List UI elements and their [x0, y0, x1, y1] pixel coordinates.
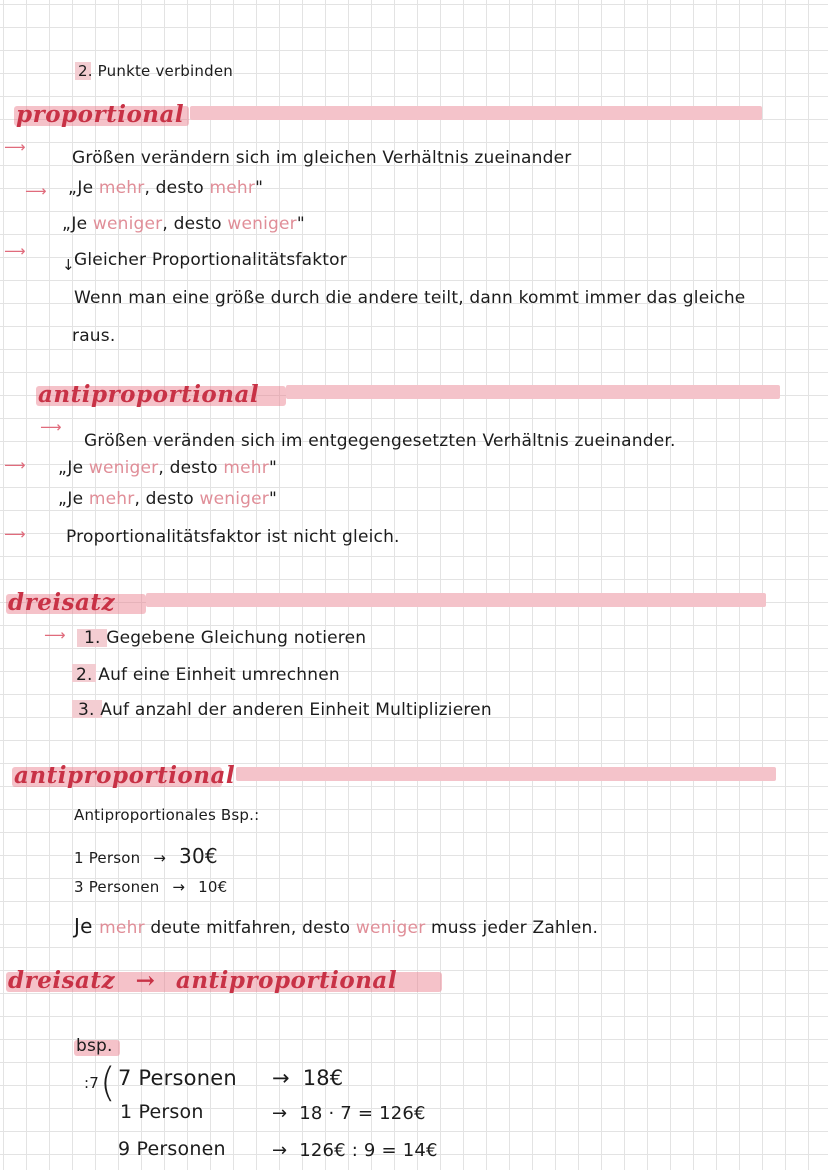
text-highlight: mehr: [223, 458, 269, 478]
section-heading-dreisatz-anti: [8, 969, 397, 992]
text-plain: Je: [74, 914, 100, 938]
text-highlight: mehr: [98, 178, 145, 198]
example-sentence: [74, 916, 598, 937]
dreisatz-row-result: [272, 1105, 426, 1123]
example-row: [74, 880, 227, 895]
text-plain: ": [255, 178, 264, 198]
arrow-icon: →: [272, 1103, 288, 1124]
heading-left: dreisatz: [8, 967, 116, 994]
arrow-icon: →: [272, 1066, 290, 1090]
highlight-bar: [286, 385, 780, 399]
example-row: [74, 846, 218, 866]
section-heading-proportional: proportional: [16, 101, 185, 128]
divisor-label: :7: [84, 1074, 99, 1092]
arrow-icon: ⟶: [40, 418, 62, 436]
arrow-icon: →: [272, 1140, 288, 1161]
text-plain: „Je: [58, 489, 89, 509]
text-plain: , desto: [134, 489, 200, 509]
step-number: 1.: [84, 628, 101, 648]
arrow-icon: →: [153, 849, 167, 867]
dreisatz-row-result: [272, 1068, 343, 1089]
text-highlight: mehr: [209, 178, 256, 198]
arrow-icon: →: [172, 878, 186, 896]
dreisatz-row: [118, 1140, 226, 1159]
text-plain: „Je: [68, 178, 99, 198]
text-highlight: mehr: [88, 489, 135, 509]
step-number: 2.: [76, 665, 93, 685]
arrow-icon: ⟶: [4, 242, 26, 260]
arrow-icon: ⟶: [4, 525, 26, 543]
highlight-bar: [236, 767, 776, 781]
text-line: [58, 491, 277, 508]
text-line: Proportionalitätsfaktor ist nicht gleich.: [66, 527, 400, 547]
text-plain: , desto: [144, 178, 210, 198]
text-line: Größen verändern sich im gleichen Verhältnis zueinander: [72, 148, 572, 168]
example-left: 3 Personen: [74, 878, 160, 896]
section-heading-dreisatz: dreisatz: [8, 589, 116, 616]
arrow-icon: ⟶: [44, 626, 66, 644]
heading-right: antiproportional: [175, 967, 398, 994]
text-plain: ": [268, 489, 277, 509]
text-plain: „Je: [58, 458, 89, 478]
step-text: Auf anzahl der anderen Einheit Multiplizieren: [100, 700, 492, 720]
text-plain: muss jeder Zahlen.: [425, 918, 599, 938]
text-line: raus.: [72, 326, 116, 346]
text-line: [62, 216, 305, 233]
highlight-bar: [146, 593, 766, 607]
text-line: Gleicher Proportionalitätsfaktor: [74, 250, 347, 270]
step-text: Auf eine Einheit umrechnen: [98, 665, 340, 685]
section-heading-antiproportional: antiproportional: [38, 381, 260, 408]
arrow-icon: →: [135, 967, 156, 994]
example-right: 10€: [198, 878, 228, 896]
step-item: [84, 630, 366, 647]
step-item: [78, 702, 492, 719]
text-highlight: weniger: [227, 214, 297, 234]
text-line: [68, 180, 263, 197]
text-plain: „Je: [62, 214, 93, 234]
text-plain: deute mitfahren, desto: [144, 918, 356, 938]
text-plain: , desto: [162, 214, 228, 234]
bracket-icon: (: [100, 1060, 116, 1106]
dreisatz-row-result: [272, 1142, 438, 1160]
down-arrow-icon: ↓: [62, 256, 75, 274]
step-text: 2. Punkte verbinden: [78, 62, 233, 80]
arrow-icon: ⟶: [25, 182, 47, 200]
text-highlight: weniger: [88, 458, 159, 478]
arrow-icon: ⟶: [4, 456, 26, 474]
row-right: 126€ : 9 = 14€: [299, 1140, 438, 1161]
highlight-bar: [190, 106, 762, 120]
bsp-label: bsp.: [76, 1036, 113, 1056]
text-plain: , desto: [158, 458, 224, 478]
example-left: 1 Person: [74, 849, 141, 867]
text-highlight: weniger: [199, 489, 269, 509]
text-line: [58, 460, 277, 477]
row-left: 9 Personen: [118, 1138, 226, 1160]
row-right: 18€: [302, 1066, 344, 1090]
example-title: Antiproportionales Bsp.:: [74, 806, 260, 824]
text-highlight: weniger: [355, 918, 426, 938]
step-number: 3.: [78, 700, 95, 720]
text-plain: ": [296, 214, 305, 234]
text-highlight: weniger: [92, 214, 163, 234]
section-heading-antiproportional-example: antiproportional: [14, 762, 236, 789]
arrow-icon: ⟶: [4, 138, 26, 156]
text-line: Größen veränden sich im entgegengesetzten Verhältnis zueinander.: [84, 431, 676, 451]
dreisatz-row: [120, 1103, 204, 1122]
text-line: Wenn man eine größe durch die andere teilt, dann kommt immer das gleiche: [74, 288, 746, 308]
text-highlight: mehr: [99, 918, 145, 938]
step-item: [76, 667, 340, 684]
row-left: 7 Personen: [118, 1066, 237, 1090]
step-text: Gegebene Gleichung notieren: [106, 628, 367, 648]
row-right: 18 · 7 = 126€: [299, 1103, 426, 1124]
dreisatz-row: [118, 1068, 237, 1089]
row-left: 1 Person: [120, 1101, 204, 1123]
text-plain: ": [268, 458, 277, 478]
example-right: 30€: [179, 844, 218, 868]
